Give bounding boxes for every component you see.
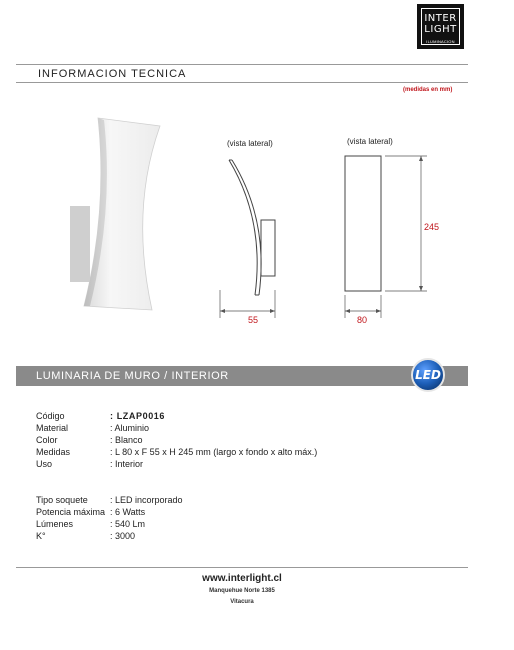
spec-value: : 3000 bbox=[110, 531, 136, 541]
logo-text-light: LIGHT bbox=[424, 24, 457, 35]
dimension-height: 245 bbox=[424, 222, 440, 232]
logo-text-iluminacion: ILUMINACION bbox=[426, 39, 455, 44]
side-view-label-1: (vista lateral) bbox=[227, 139, 273, 148]
wall-mount-block bbox=[70, 206, 90, 282]
title-divider bbox=[16, 82, 468, 83]
footer-divider bbox=[16, 567, 468, 568]
logo-text-inter: INTER bbox=[424, 13, 457, 24]
top-divider bbox=[16, 64, 468, 65]
side-view-drawing-1 bbox=[215, 150, 285, 325]
spec-key: Uso bbox=[36, 459, 53, 469]
section-title: INFORMACION TECNICA bbox=[38, 68, 187, 80]
spec-key: Material bbox=[36, 423, 69, 433]
spec-value: : Interior bbox=[110, 459, 144, 469]
spec-key: Medidas bbox=[36, 447, 71, 457]
category-title: LUMINARIA DE MURO / INTERIOR bbox=[36, 370, 229, 382]
led-badge-text: LED bbox=[415, 368, 441, 382]
spec-value: : L 80 x F 55 x H 245 mm (largo x fondo x alto máx.) bbox=[110, 447, 318, 457]
spec-value: : LED incorporado bbox=[110, 495, 183, 505]
dimension-depth: 55 bbox=[248, 315, 259, 325]
footer-website-link[interactable]: www.interlight.cl bbox=[202, 573, 282, 584]
spec-value: : 540 Lm bbox=[110, 519, 146, 529]
spec-value: : LZAP0016 bbox=[110, 411, 166, 421]
side-view-label-2: (vista lateral) bbox=[347, 137, 393, 146]
spec-value: : Aluminio bbox=[110, 423, 150, 433]
spec-key: Tipo soquete bbox=[36, 495, 88, 505]
spec-value: : 6 Watts bbox=[110, 507, 146, 517]
dimension-width: 80 bbox=[357, 315, 368, 325]
spec-key: Código bbox=[36, 411, 65, 421]
logo-frame bbox=[421, 8, 460, 45]
spec-value: : Blanco bbox=[110, 435, 143, 445]
spec-key: Color bbox=[36, 435, 58, 445]
brand-logo bbox=[417, 4, 464, 49]
product-photo bbox=[60, 110, 170, 320]
spec-key: K° bbox=[36, 531, 46, 541]
footer-city: Vitacura bbox=[230, 599, 254, 605]
units-note: (medidas en mm) bbox=[403, 87, 453, 93]
side-view-drawing-2 bbox=[335, 150, 435, 325]
led-badge-icon bbox=[410, 357, 446, 393]
footer-address: Manquehue Norte 1385 bbox=[209, 588, 275, 594]
spec-key: Lúmenes bbox=[36, 519, 74, 529]
spec-key: Potencia máxima bbox=[36, 507, 106, 517]
